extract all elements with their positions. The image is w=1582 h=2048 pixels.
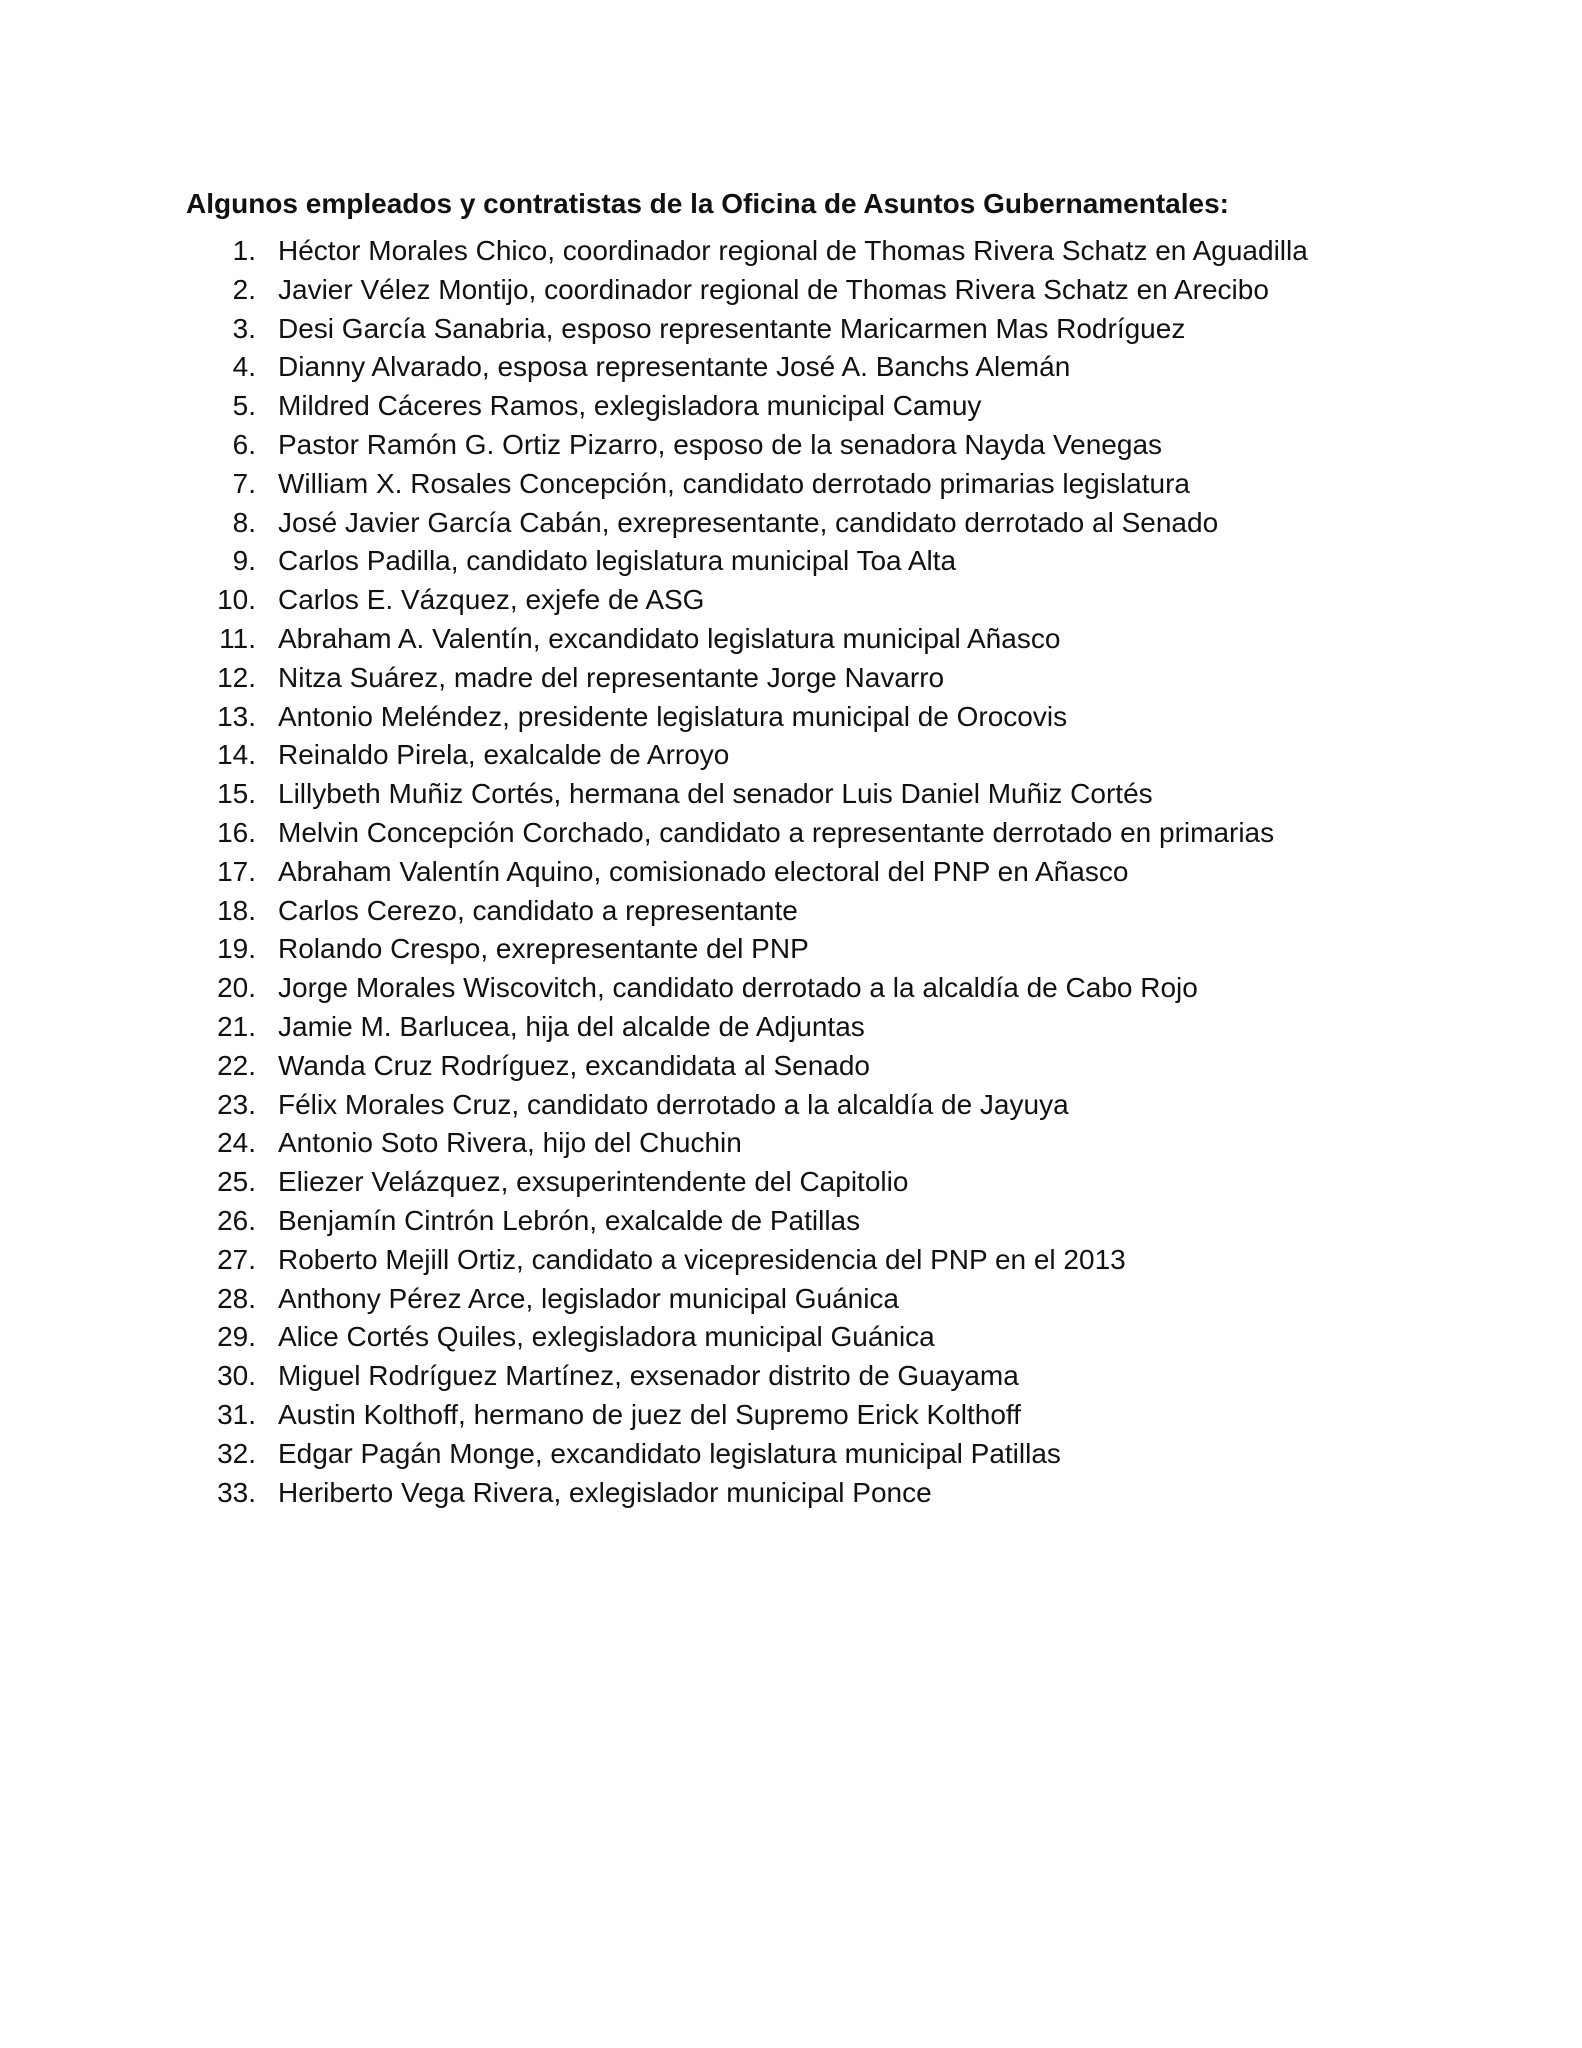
list-item-text: Carlos Cerezo, candidato a representante (278, 894, 798, 926)
list-item-text: Félix Morales Cruz, candidato derrotado a la alcaldía de Jayuya (278, 1088, 1069, 1120)
list-item-text: Anthony Pérez Arce, legislador municipal Guánica (278, 1282, 900, 1314)
list-item-text: Nitza Suárez, madre del representante Jorge Navarro (278, 661, 945, 693)
list-item-text: Carlos E. Vázquez, exjefe de ASG (278, 584, 705, 616)
list-item-text: Antonio Meléndez, presidente legislatura municipal de Orocovis (278, 700, 1068, 732)
list-item-text: Austin Kolthoff, hermano de juez del Supremo Erick Kolthoff (278, 1398, 1021, 1430)
list-item-text: Dianny Alvarado, esposa representante José A. Banchs Alemán (278, 351, 1071, 383)
list-item-number: 29. (217, 1321, 256, 1353)
list-item-number: 30. (217, 1360, 256, 1392)
list-item-number: 11. (219, 622, 256, 654)
list-item-text: Miguel Rodríguez Martínez, exsenador distrito de Guayama (278, 1360, 1019, 1392)
list-item-text: Abraham Valentín Aquino, comisionado electoral del PNP en Añasco (278, 855, 1129, 887)
list-item-number: 32. (217, 1437, 256, 1469)
list-item-number: 10. (217, 584, 256, 616)
list-item-number: 31. (217, 1398, 256, 1430)
list-item-text: José Javier García Cabán, exrepresentante, candidato derrotado al Senado (278, 506, 1219, 538)
list-item-number: 7. (232, 467, 256, 499)
list-item-number: 22. (217, 1049, 256, 1081)
list-item-text: Alice Cortés Quiles, exlegisladora municipal Guánica (278, 1321, 935, 1353)
list-item-number: 4. (232, 351, 256, 383)
list-item-number: 12. (217, 661, 256, 693)
list-item-number: 6. (232, 428, 256, 460)
list-item-text: Reinaldo Pirela, exalcalde de Arroyo (278, 739, 730, 771)
list-item-number: 2. (232, 273, 256, 305)
list-item-text: Javier Vélez Montijo, coordinador regional de Thomas Rivera Schatz en Arecibo (278, 273, 1269, 305)
list-item-text: Benjamín Cintrón Lebrón, exalcalde de Patillas (278, 1204, 861, 1236)
list-item-text: Carlos Padilla, candidato legislatura municipal Toa Alta (278, 545, 957, 577)
list-item-text: William X. Rosales Concepción, candidato derrotado primarias legislatura (278, 467, 1190, 499)
list-item-text: Lillybeth Muñiz Cortés, hermana del senador Luis Daniel Muñiz Cortés (278, 778, 1153, 810)
list-item-text: Rolando Crespo, exrepresentante del PNP (278, 933, 809, 965)
document-heading: Algunos empleados y contratistas de la Oficina de Asuntos Gubernamentales: (186, 188, 1229, 219)
list-item-number: 33. (217, 1476, 256, 1508)
list-item-text: Melvin Concepción Corchado, candidato a representante derrotado en primarias (278, 816, 1275, 848)
list-item-number: 1. (232, 235, 256, 266)
list-item-text: Eliezer Velázquez, exsuperintendente del Capitolio (278, 1166, 909, 1198)
list-item-number: 26. (217, 1204, 256, 1236)
list-item-number: 15. (217, 778, 256, 810)
list-item-number: 20. (217, 972, 256, 1004)
list-item-number: 27. (217, 1243, 256, 1275)
list-item-number: 8. (232, 506, 256, 538)
list-item-text: Edgar Pagán Monge, excandidato legislatura municipal Patillas (278, 1437, 1061, 1469)
list-item-number: 18. (217, 894, 256, 926)
list-item-number: 25. (217, 1166, 256, 1198)
list-item-text: Wanda Cruz Rodríguez, excandidata al Senado (278, 1049, 870, 1081)
list-item-number: 21. (217, 1010, 256, 1042)
list-item-text: Desi García Sanabria, esposo representante Maricarmen Mas Rodríguez (278, 312, 1186, 344)
list-item-number: 19. (217, 933, 256, 965)
list-item-text: Antonio Soto Rivera, hijo del Chuchin (278, 1127, 742, 1159)
list-item-text: Abraham A. Valentín, excandidato legislatura municipal Añasco (278, 622, 1061, 654)
list-item-text: Jamie M. Barlucea, hija del alcalde de Adjuntas (278, 1010, 865, 1042)
list-item-number: 3. (232, 312, 256, 344)
list-item-number: 9. (232, 545, 256, 577)
list-item-number: 5. (232, 390, 256, 422)
list-item-text: Roberto Mejill Ortiz, candidato a vicepresidencia del PNP en el 2013 (278, 1243, 1126, 1275)
list-item-text: Pastor Ramón G. Ortiz Pizarro, esposo de la senadora Nayda Venegas (278, 428, 1163, 460)
list-item-text: Héctor Morales Chico, coordinador regional de Thomas Rivera Schatz en Aguadilla (278, 235, 1308, 266)
list-item-text: Jorge Morales Wiscovitch, candidato derrotado a la alcaldía de Cabo Rojo (278, 972, 1198, 1004)
list-item-text: Heriberto Vega Rivera, exlegislador municipal Ponce (278, 1476, 932, 1508)
list-item-number: 13. (217, 700, 256, 732)
list-item-number: 14. (217, 739, 256, 771)
list-item-text: Mildred Cáceres Ramos, exlegisladora municipal Camuy (278, 390, 982, 422)
list-item-number: 17. (217, 855, 256, 887)
list-item-number: 28. (217, 1282, 256, 1314)
list-item-number: 23. (217, 1088, 256, 1120)
list-item-number: 16. (217, 816, 256, 848)
list-item-number: 24. (217, 1127, 256, 1159)
